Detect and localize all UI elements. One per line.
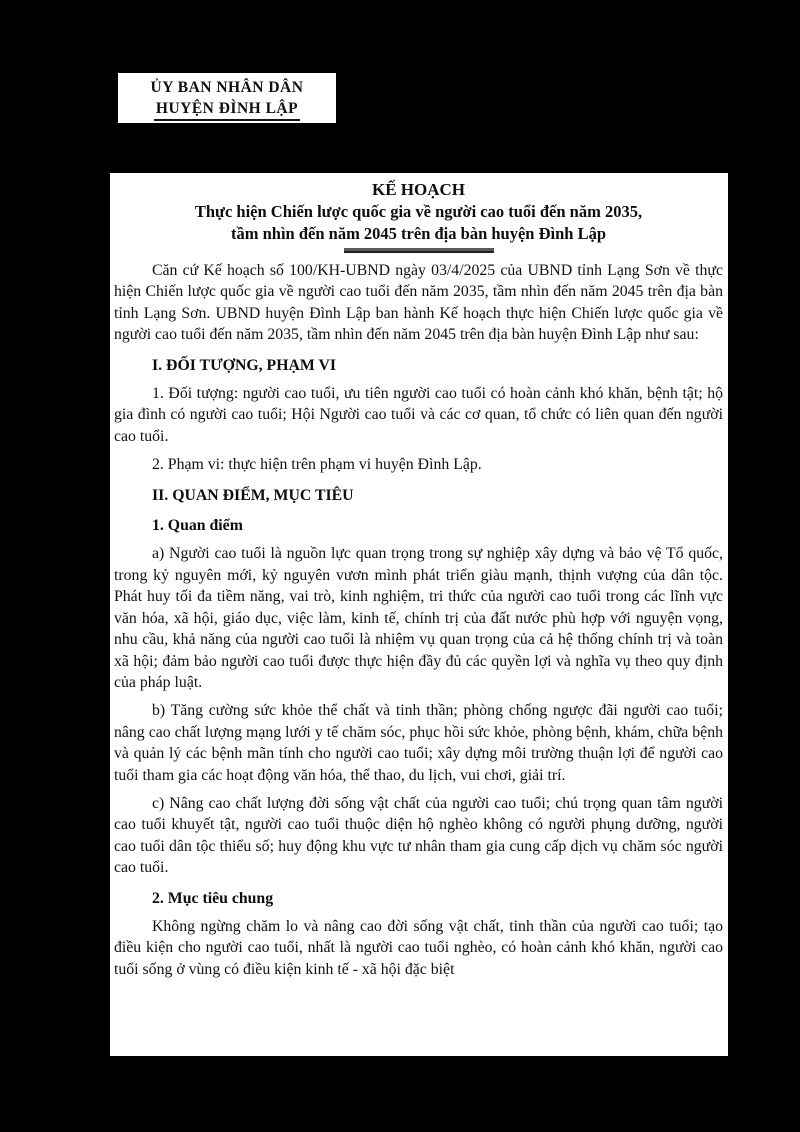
body-paragraph-legal-basis: Căn cứ Kế hoạch số 100/KH-UBND ngày 03/4/2025 của UBND tỉnh Lạng Sơn về thực hiện Chiến lược quốc gia về người cao tuổi đến năm 2035, tầm nhìn đến năm 2045 trên địa bàn tỉnh Lạng Sơn. UBND huyện Đình Lập ban hành Kế hoạch thực hiện Chiến lược quốc gia về người cao tuổi đến năm 2035, tầm nhìn đến năm 2045 trên địa bàn huyện Đình Lập như sau: <box>114 262 723 344</box>
body-paragraph-doi-tuong: 1. Đối tượng: người cao tuổi, ưu tiên người cao tuổi có hoàn cảnh khó khăn, bệnh tật; hộ gia đình có người cao tuổi; Hội Người cao tuổi và các cơ quan, tổ chức có liên quan đến người cao tuổi. <box>114 385 723 445</box>
document-page <box>110 173 728 1056</box>
subsection-heading-muc-tieu-chung: 2. Mục tiêu chung <box>152 889 274 907</box>
body-paragraph-a: a) Người cao tuổi là nguồn lực quan trọng trong sự nghiệp xây dựng và bảo vệ Tổ quốc, trong kỷ nguyên mới, kỷ nguyên vươn mình phát triển giàu mạnh, thịnh vượng của dân tộc. Phát huy tối đa tiềm năng, vai trò, kinh nghiệm, tri thức của người cao tuổi trong các lĩnh vực văn hóa, xã hội, giáo dục, việc làm, kinh tế, chính trị của đất nước phù hợp với nguyện vọng, nhu cầu, khả năng của người cao tuổi là nhiệm vụ quan trọng của cả hệ thống chính trị và toàn xã hội; đảm bảo người cao tuổi được thực hiện đầy đủ các quyền lợi và nghĩa vụ theo quy định của pháp luật. <box>114 545 723 691</box>
body-paragraph-muc-tieu: Không ngừng chăm lo và nâng cao đời sống vật chất, tinh thần của người cao tuổi; tạo điều kiện cho người cao tuổi, nhất là người cao tuổi nghèo, có hoàn cảnh khó khăn, người cao tuổi sống ở vùng có điều kiện kinh tế - xã hội đặc biệt <box>114 917 723 978</box>
issuing-authority-box <box>118 73 336 123</box>
document-subtitle-line1: Thực hiện Chiến lược quốc gia về người cao tuổi đến năm 2035, <box>194 202 643 221</box>
issuing-authority-line1: ỦY BAN NHÂN DÂN <box>150 79 304 96</box>
section-heading-i: I. ĐỐI TƯỢNG, PHẠM VI <box>152 356 337 374</box>
title-divider <box>344 248 494 253</box>
issuing-authority-line2: HUYỆN ĐÌNH LẬP <box>155 100 299 117</box>
section-heading-ii: II. QUAN ĐIỂM, MỤC TIÊU <box>152 486 354 504</box>
body-paragraph-b: b) Tăng cường sức khỏe thể chất và tinh thần; phòng chống ngược đãi người cao tuổi; nâng cao chất lượng mạng lưới y tế chăm sóc, phục hồi sức khỏe, phòng bệnh, khám, chữa bệnh và quản lý các bệnh mãn tính cho người cao tuổi; xây dựng môi trường thuận lợi để người cao tuổi tham gia các hoạt động văn hóa, thể thao, du lịch, vui chơi, giải trí. <box>114 702 723 784</box>
document-title: KẾ HOẠCH <box>371 180 466 199</box>
body-paragraph-pham-vi: 2. Phạm vi: thực hiện trên phạm vi huyện Đình Lập. <box>152 456 482 474</box>
subsection-heading-quan-diem: 1. Quan điểm <box>152 517 243 535</box>
document-subtitle-line2: tầm nhìn đến năm 2045 trên địa bàn huyện Đình Lập <box>230 224 607 243</box>
letterhead-underline <box>154 119 300 121</box>
body-paragraph-c: c) Nâng cao chất lượng đời sống vật chất của người cao tuổi; chú trọng quan tâm người cao tuổi khuyết tật, người cao tuổi thuộc diện hộ nghèo không có người phụng dưỡng, người cao tuổi dân tộc thiểu số; huy động khu vực tư nhân tham gia cung cấp dịch vụ chăm sóc người cao tuổi. <box>114 794 723 877</box>
